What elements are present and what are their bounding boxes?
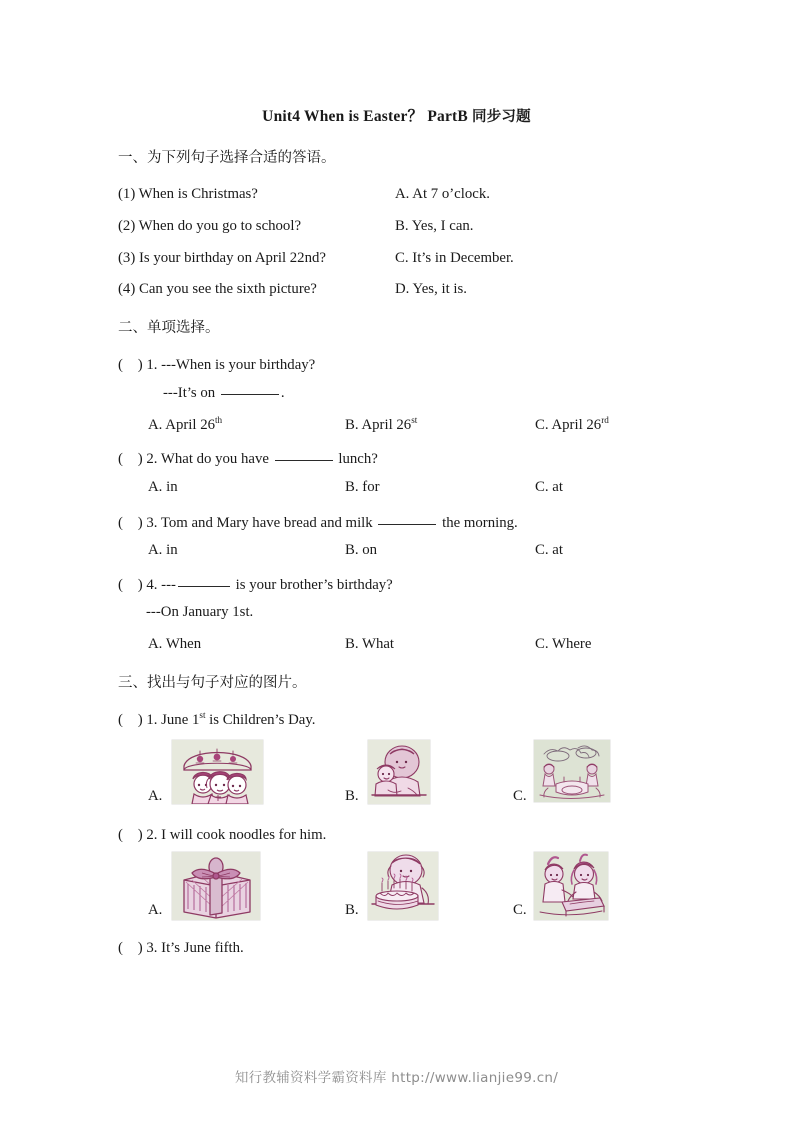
section-3-q2-picture-c[interactable] bbox=[534, 852, 608, 920]
footer-watermark: 知行教辅资料学霸资料库 http://www.lianjie99.cn/ bbox=[234, 1070, 559, 1086]
answer-blank bbox=[275, 460, 333, 461]
section-2-q3-option-b[interactable]: B. on bbox=[345, 542, 378, 558]
section-3-q2-label-b: B. bbox=[345, 902, 359, 918]
section-3-q2-picture-a[interactable] bbox=[172, 852, 260, 920]
section-2-q4-stem bbox=[118, 573, 393, 594]
section-2-q1-stem: ( ) 1. ---When is your birthday? bbox=[118, 357, 316, 373]
section-2-q1-stem-answer-tail: . bbox=[280, 385, 285, 401]
section-1-heading: 一、为下列句子选择合适的答语。 bbox=[118, 150, 336, 166]
stem-text-tail: the morning. bbox=[438, 515, 518, 531]
section-2-q2-option-a[interactable]: A. in bbox=[148, 479, 178, 495]
page-title bbox=[0, 104, 793, 126]
section-2-q2-stem bbox=[118, 447, 378, 468]
section-3-q1-label-b: B. bbox=[345, 788, 359, 804]
section-2-q2-option-c[interactable]: C. at bbox=[535, 479, 563, 495]
section-3-q1-label-a: A. bbox=[148, 788, 163, 804]
answer-blank bbox=[378, 524, 436, 525]
section-1-answer-b: B. Yes, I can. bbox=[395, 218, 474, 234]
section-3-q2-label-a: A. bbox=[148, 902, 163, 918]
section-3-q2-picture-b[interactable] bbox=[368, 852, 438, 920]
section-2-q1-option-b[interactable] bbox=[345, 417, 417, 434]
section-2-heading: 二、单项选择。 bbox=[118, 320, 220, 336]
ordinal-suffix: st bbox=[411, 415, 418, 426]
section-2-q3-option-c[interactable]: C. at bbox=[535, 542, 563, 558]
section-3-heading: 三、找出与句子对应的图片。 bbox=[118, 675, 307, 691]
section-2-q4-option-b[interactable]: B. What bbox=[345, 636, 395, 652]
section-3-q1-picture-b[interactable] bbox=[368, 740, 430, 804]
stem-text: ( ) 4. --- bbox=[118, 577, 176, 593]
section-2-q3-option-a[interactable]: A. in bbox=[148, 542, 178, 558]
section-2-q3-stem bbox=[118, 511, 518, 532]
section-2-q4-stem-answer: ---On January 1st. bbox=[146, 604, 254, 620]
stem-text: ( ) 2. What do you have bbox=[118, 451, 273, 467]
answer-blank bbox=[178, 586, 230, 587]
stem-text-tail: lunch? bbox=[334, 451, 378, 467]
ordinal-suffix: th bbox=[215, 415, 223, 426]
section-3-q1-picture-a[interactable] bbox=[172, 740, 263, 804]
page-title-chinese: 同步习题 bbox=[472, 109, 531, 125]
option-text: B. April 26 bbox=[345, 417, 412, 433]
answer-blank bbox=[221, 394, 279, 395]
section-1-question-4: (4) Can you see the sixth picture? bbox=[118, 281, 317, 297]
section-1-question-3: (3) Is your birthday on April 22nd? bbox=[118, 250, 326, 266]
section-2-q2-option-b[interactable]: B. for bbox=[345, 479, 380, 495]
stem-text-tail: is your brother’s birthday? bbox=[231, 577, 393, 593]
section-2-q1-stem-answer-text: ---It’s on bbox=[163, 385, 219, 401]
stem-text: ( ) 1. June 1 bbox=[118, 712, 200, 728]
section-2-q1-option-c[interactable] bbox=[535, 417, 609, 434]
section-1-answer-a: A. At 7 o’clock. bbox=[395, 186, 490, 202]
stem-text-tail: is Children’s Day. bbox=[205, 712, 316, 728]
section-3-q2-label-c: C. bbox=[513, 902, 527, 918]
section-1-answer-d: D. Yes, it is. bbox=[395, 281, 467, 297]
option-text: C. April 26 bbox=[535, 417, 602, 433]
section-1-question-1: (1) When is Christmas? bbox=[118, 186, 258, 202]
section-3-q1-picture-c[interactable] bbox=[534, 740, 610, 802]
section-2-q1-option-a[interactable] bbox=[148, 417, 222, 434]
section-3-q1-label-c: C. bbox=[513, 788, 527, 804]
section-2-q4-option-a[interactable]: A. When bbox=[148, 636, 202, 652]
section-2-q4-option-c[interactable]: C. Where bbox=[535, 636, 592, 652]
ordinal-suffix: st bbox=[199, 710, 206, 721]
option-text: A. April 26 bbox=[148, 417, 215, 433]
section-1-question-2: (2) When do you go to school? bbox=[118, 218, 302, 234]
section-1-answer-c: C. It’s in December. bbox=[395, 250, 514, 266]
page-title-english: Unit4 When is Easter？ PartB bbox=[262, 108, 472, 125]
section-3-q3-stem: ( ) 3. It’s June fifth. bbox=[118, 940, 244, 956]
section-3-q1-stem bbox=[118, 708, 316, 729]
ordinal-suffix: rd bbox=[601, 415, 609, 426]
section-2-q1-stem-answer bbox=[163, 385, 285, 402]
stem-text: ( ) 3. Tom and Mary have bread and milk bbox=[118, 515, 377, 531]
section-3-q2-stem: ( ) 2. I will cook noodles for him. bbox=[118, 827, 327, 843]
